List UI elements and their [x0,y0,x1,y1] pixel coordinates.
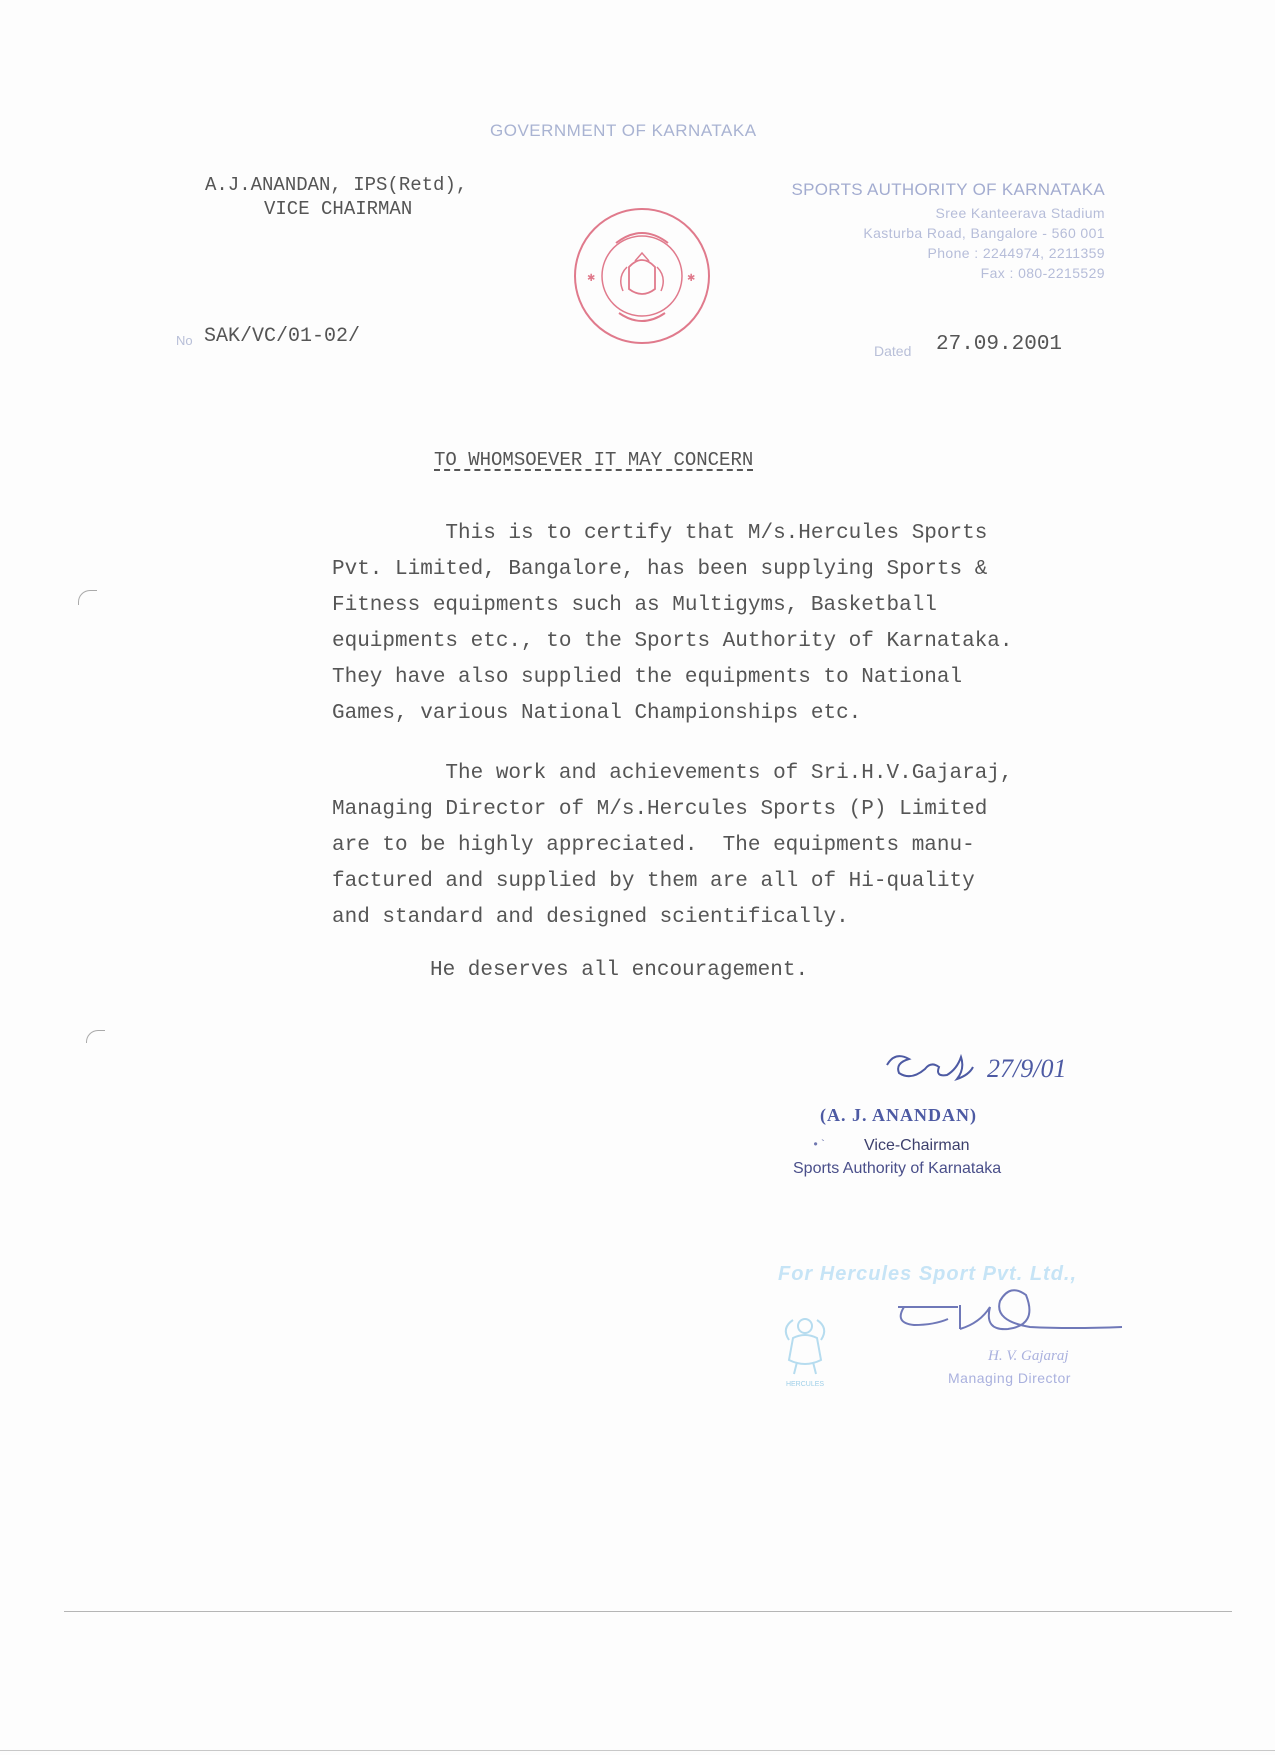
hercules-logo-icon [775,1310,835,1390]
company-signatory-title: Managing Director [948,1370,1071,1386]
org-phone: Phone : 2244974, 2211359 [927,245,1105,261]
sender-name: A.J.ANANDAN, IPS(Retd), [205,174,468,196]
letter-subject: TO WHOMSOEVER IT MAY CONCERN [434,449,754,471]
company-signatory-name: H. V. Gajaraj [988,1348,1069,1364]
org-address-line-2: Kasturba Road, Bangalore - 560 001 [863,225,1105,241]
footer-rule [64,1611,1232,1612]
org-name: SPORTS AUTHORITY OF KARNATAKA [791,180,1105,199]
company-signature-icon [890,1285,1140,1355]
reference-number-label: No [176,333,193,348]
svg-text:✱: ✱ [687,273,696,284]
government-title: GOVERNMENT OF KARNATAKA [490,121,757,140]
org-address-block [792,180,1106,283]
svg-text:✱: ✱ [587,273,596,284]
body-paragraph-1: This is to certify that M/s.Hercules Sports Pvt. Limited, Bangalore, has been supplying Sports & Fitness equipments such as Multigyms, Basketball equipments etc., to the Sports Authority of Karnataka. They have also supplied the equipments to National Games, various National Championships etc. [332,522,1013,725]
body-paragraph-3: He deserves all encouragement. [430,959,809,982]
handwritten-date: 27/9/01 [987,1054,1067,1083]
signatory-name: (A. J. ANANDAN) [820,1105,977,1125]
bottom-edge-rule [0,1750,1275,1751]
company-stamp-line: For Hercules Sport Pvt. Ltd., [778,1263,1078,1285]
org-fax: Fax : 080-2215529 [980,265,1105,281]
signatory-title: Vice-Chairman [864,1137,970,1154]
state-emblem-seal-icon [571,205,713,347]
org-address-line-1: Sree Kanteerava Stadium [935,205,1105,221]
reference-number: SAK/VC/01-02/ [204,325,361,348]
dated-value: 27.09.2001 [936,333,1063,356]
punch-hole-mark [86,1030,105,1043]
dated-label: Dated [874,343,912,359]
hercules-logo-text: HERCULES [785,1381,825,1388]
stamp-mark-icon: •` [812,1138,827,1152]
punch-hole-mark [78,590,97,605]
signatory-organization: Sports Authority of Karnataka [793,1160,1002,1177]
body-paragraph-2: The work and achievements of Sri.H.V.Gajaraj, Managing Director of M/s.Hercules Sports (P) Limited are to be highly appreciated. The equipments manu- factured and supplied by them are all of Hi-quality and standard and designed scientifically. [332,762,1013,929]
sender-title: VICE CHAIRMAN [264,198,413,220]
